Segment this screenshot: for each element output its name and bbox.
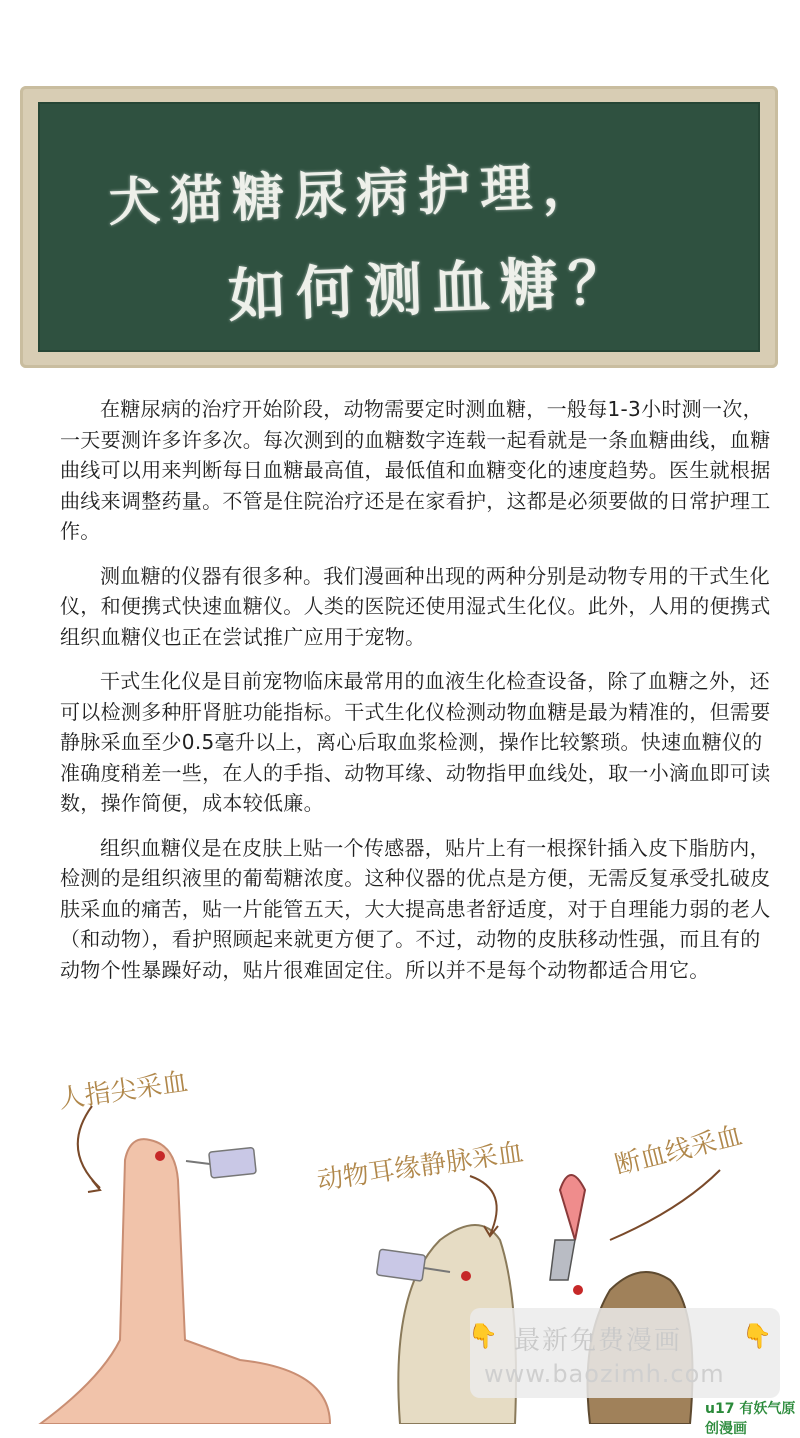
pointing-down-icon: 👇: [742, 1322, 772, 1350]
lancet-ear: [376, 1249, 425, 1281]
blood-drop-finger: [155, 1151, 165, 1161]
finger-shape: [40, 1139, 330, 1424]
label-nail: 断血线采血: [611, 1120, 746, 1182]
u17-logo: u17 有妖气原创漫画: [705, 1401, 796, 1437]
watermark-text: 最新免费漫画: [514, 1326, 683, 1356]
blood-drop-paw: [573, 1285, 583, 1295]
label-ear: 动物耳缘静脉采血: [315, 1137, 526, 1197]
watermark[interactable]: [470, 1308, 780, 1398]
paragraph-4: 组织血糖仪是在皮肤上贴一个传感器，贴片上有一根探针插入皮下脂肪内，检测的是组织液里的葡萄糖浓度。这种仪器的优点是方便，无需反复承受扎破皮肤采血的痛苦，贴一片能管五天，大大提高患者舒适度，对于自理能力弱的老人（和动物），看护照顾起来就更方便了。不过，动物的皮肤移动性强，而且有的动物个性暴躁好动，贴片很难固定住。所以并不是每个动物都适合用它。: [60, 835, 771, 982]
chalkboard-frame: [20, 86, 778, 368]
blood-drop-ear: [461, 1271, 471, 1281]
watermark-url[interactable]: www.baozimh.com: [484, 1360, 725, 1388]
clipper-handle: [560, 1175, 585, 1240]
lancet-finger: [209, 1147, 256, 1178]
paragraph-3: 干式生化仪是目前宠物临床最常用的血液生化检查设备，除了血糖之外，还可以检测多种肝肾脏功能指标。干式生化仪检测动物血糖是最为精准的，但需要静脉采血至少0.5毫升以上，离心后取血浆检测，操作比较繁琐。快速血糖仪的准确度稍差一些，在人的手指、动物耳缘、动物指甲血线处，取一小滴血即可读数，操作简便，成本较低廉。: [60, 669, 771, 815]
article-body: [60, 394, 775, 999]
label-finger: 人指尖采血: [56, 1067, 190, 1115]
arrow-nail: [610, 1170, 720, 1240]
title-line-2: 如何测血糖？: [227, 247, 638, 331]
paragraph-1: 在糖尿病的治疗开始阶段，动物需要定时测血糖，一般每1-3小时测一次，一天要测许多许多次。每次测到的血糖数字连载一起看就是一条血糖曲线，血糖曲线可以用来判断每日血糖最高值，最低值和血糖变化的速度趋势。医生就根据曲线来调整药量。不管是住院治疗还是在家看护，这都是必须要做的日常护理工作。: [60, 397, 771, 543]
pointing-down-icon: 👇: [468, 1322, 498, 1350]
arrow-finger: [78, 1106, 100, 1188]
title-line-1: 犬猫糖尿病护理，: [107, 155, 606, 234]
paragraph-2: 测血糖的仪器有很多种。我们漫画种出现的两种分别是动物专用的干式生化仪，和便携式快速血糖仪。人类的医院还使用湿式生化仪。此外，人用的便携式组织血糖仪也正在尝试推广应用于宠物。: [60, 563, 771, 649]
chalkboard: [38, 102, 760, 352]
clipper-blade: [550, 1240, 575, 1280]
